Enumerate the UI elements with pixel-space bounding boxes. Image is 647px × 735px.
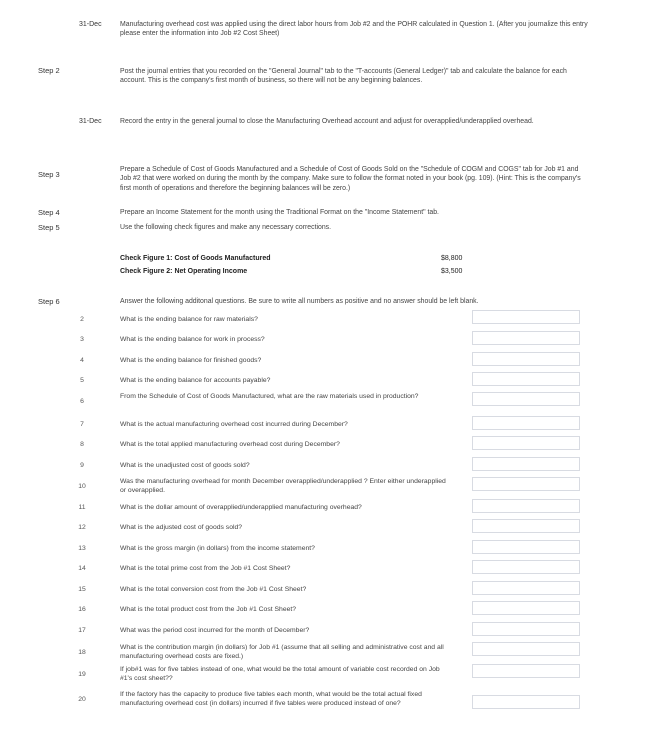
question-number: 3: [80, 336, 84, 343]
question-text: What is the ending balance for finished goods?: [120, 357, 262, 364]
answer-input[interactable]: [472, 601, 580, 615]
answer-input[interactable]: [472, 499, 580, 513]
question-text: What is the adjusted cost of goods sold?: [120, 524, 243, 531]
question-text: Was the manufacturing overhead for month December overapplied/underapplied ? Enter either underapplied or overapplied.: [120, 478, 446, 495]
question-number: 17: [78, 627, 86, 634]
question-text: What is the actual manufacturing overhead cost incurred during December?: [120, 421, 348, 428]
question-text: What was the period cost incurred for the month of December?: [120, 627, 310, 634]
question-text: What is the contribution margin (in dollars) for Job #1 (assume that all selling and administrative cost and all manufacturing overhead costs are fixed.): [120, 644, 444, 661]
question-text: What is the total product cost from the Job #1 Cost Sheet?: [120, 606, 297, 613]
answer-input[interactable]: [472, 664, 580, 678]
instruction-text: Use the following check figures and make any necessary corrections.: [120, 224, 332, 231]
question-text: If the factory has the capacity to produce five tables each month, what would be the total actual fixed manufacturing overhead cost (in dollars) incurred if five tables were produced instead of one?: [120, 691, 422, 708]
step-label: Step 2: [38, 66, 60, 75]
answer-input[interactable]: [472, 310, 580, 324]
question-text: What is the total conversion cost from the Job #1 Cost Sheet?: [120, 586, 307, 593]
question-text: What is the unadjusted cost of goods sold?: [120, 462, 250, 469]
answer-input[interactable]: [472, 457, 580, 471]
entry-date: 31-Dec: [79, 21, 102, 28]
question-number: 20: [78, 696, 86, 703]
question-number: 14: [78, 565, 86, 572]
check-figure-value: $8,800: [441, 255, 463, 262]
question-text: What is the gross margin (in dollars) from the income statement?: [120, 545, 315, 552]
answer-input[interactable]: [472, 581, 580, 595]
instruction-text: Record the entry in the general journal to close the Manufacturing Overhead account and adjust for overapplied/underapplied overhead.: [120, 118, 534, 125]
question-text: What is the dollar amount of overapplied/underapplied manufacturing overhead?: [120, 504, 362, 511]
answer-input[interactable]: [472, 372, 580, 386]
question-number: 2: [80, 316, 84, 323]
question-number: 15: [78, 586, 86, 593]
instruction-text: Manufacturing overhead cost was applied using the direct labor hours from Job #2 and the POHR calculated in Question 1. (After you journalize this entry please enter the information into Job #2 Cost Sheet): [120, 21, 588, 38]
check-figure-value: $3,500: [441, 268, 463, 275]
answer-input[interactable]: [472, 622, 580, 636]
question-text: If job#1 was for five tables instead of one, what would be the total amount of variable cost recorded on Job #1's cost sheet??: [120, 666, 440, 683]
question-number: 12: [78, 524, 86, 531]
check-figure-label: Check Figure 1: Cost of Goods Manufactured: [120, 255, 271, 262]
question-text: What is the ending balance for work in process?: [120, 336, 265, 343]
question-number: 4: [80, 357, 84, 364]
question-number: 6: [80, 398, 84, 405]
question-text: What is the ending balance for raw materials?: [120, 316, 258, 323]
check-figure-label: Check Figure 2: Net Operating Income: [120, 268, 248, 275]
question-number: 10: [78, 483, 86, 490]
answer-input[interactable]: [472, 331, 580, 345]
question-number: 5: [80, 377, 84, 384]
step-label: Step 3: [38, 170, 60, 179]
answer-input[interactable]: [472, 560, 580, 574]
step-label: Step 4: [38, 208, 60, 217]
question-text: What is the ending balance for accounts payable?: [120, 377, 271, 384]
question-text: What is the total prime cost from the Job #1 Cost Sheet?: [120, 565, 291, 572]
answer-input[interactable]: [472, 642, 580, 656]
answer-input[interactable]: [472, 436, 580, 450]
question-number: 16: [78, 606, 86, 613]
answer-input[interactable]: [472, 352, 580, 366]
answer-input[interactable]: [472, 477, 580, 491]
answer-input[interactable]: [472, 392, 580, 406]
step-label: Step 5: [38, 223, 60, 232]
question-text: From the Schedule of Cost of Goods Manufactured, what are the raw materials used in production?: [120, 393, 419, 400]
question-number: 7: [80, 421, 84, 428]
question-number: 19: [78, 671, 86, 678]
step-label: Step 6: [38, 297, 60, 306]
answer-input[interactable]: [472, 416, 580, 430]
answer-input[interactable]: [472, 695, 580, 709]
instruction-text: Prepare a Schedule of Cost of Goods Manufactured and a Schedule of Cost of Goods Sold on the "Schedule of COGM and COGS" tab for Job #1 and Job #2 that were worked on during the month by the company. Make sure to follow the format noted in your book (pg. 109). (Hint: This is the company's first month of operations and therefore the beginning balances will be zero.): [120, 166, 581, 192]
question-number: 11: [78, 504, 86, 511]
answer-input[interactable]: [472, 519, 580, 533]
instruction-text: Prepare an Income Statement for the month using the Traditional Format on the "Income Statement" tab.: [120, 209, 439, 216]
answer-input[interactable]: [472, 540, 580, 554]
instruction-text: Post the journal entries that you recorded on the "General Journal" tab to the "T-accounts (General Ledger)" tab and calculate the balance for each account. This is the company's first month of business, so there will not be any beginning balances.: [120, 68, 567, 85]
question-number: 9: [80, 462, 84, 469]
question-number: 13: [78, 545, 86, 552]
question-text: What is the total applied manufacturing overhead cost during December?: [120, 441, 340, 448]
question-number: 18: [78, 649, 86, 656]
entry-date: 31-Dec: [79, 118, 102, 125]
question-number: 8: [80, 441, 84, 448]
step6-intro: Answer the following additonal questions. Be sure to write all numbers as positive and no answer should be left blank.: [120, 298, 479, 305]
